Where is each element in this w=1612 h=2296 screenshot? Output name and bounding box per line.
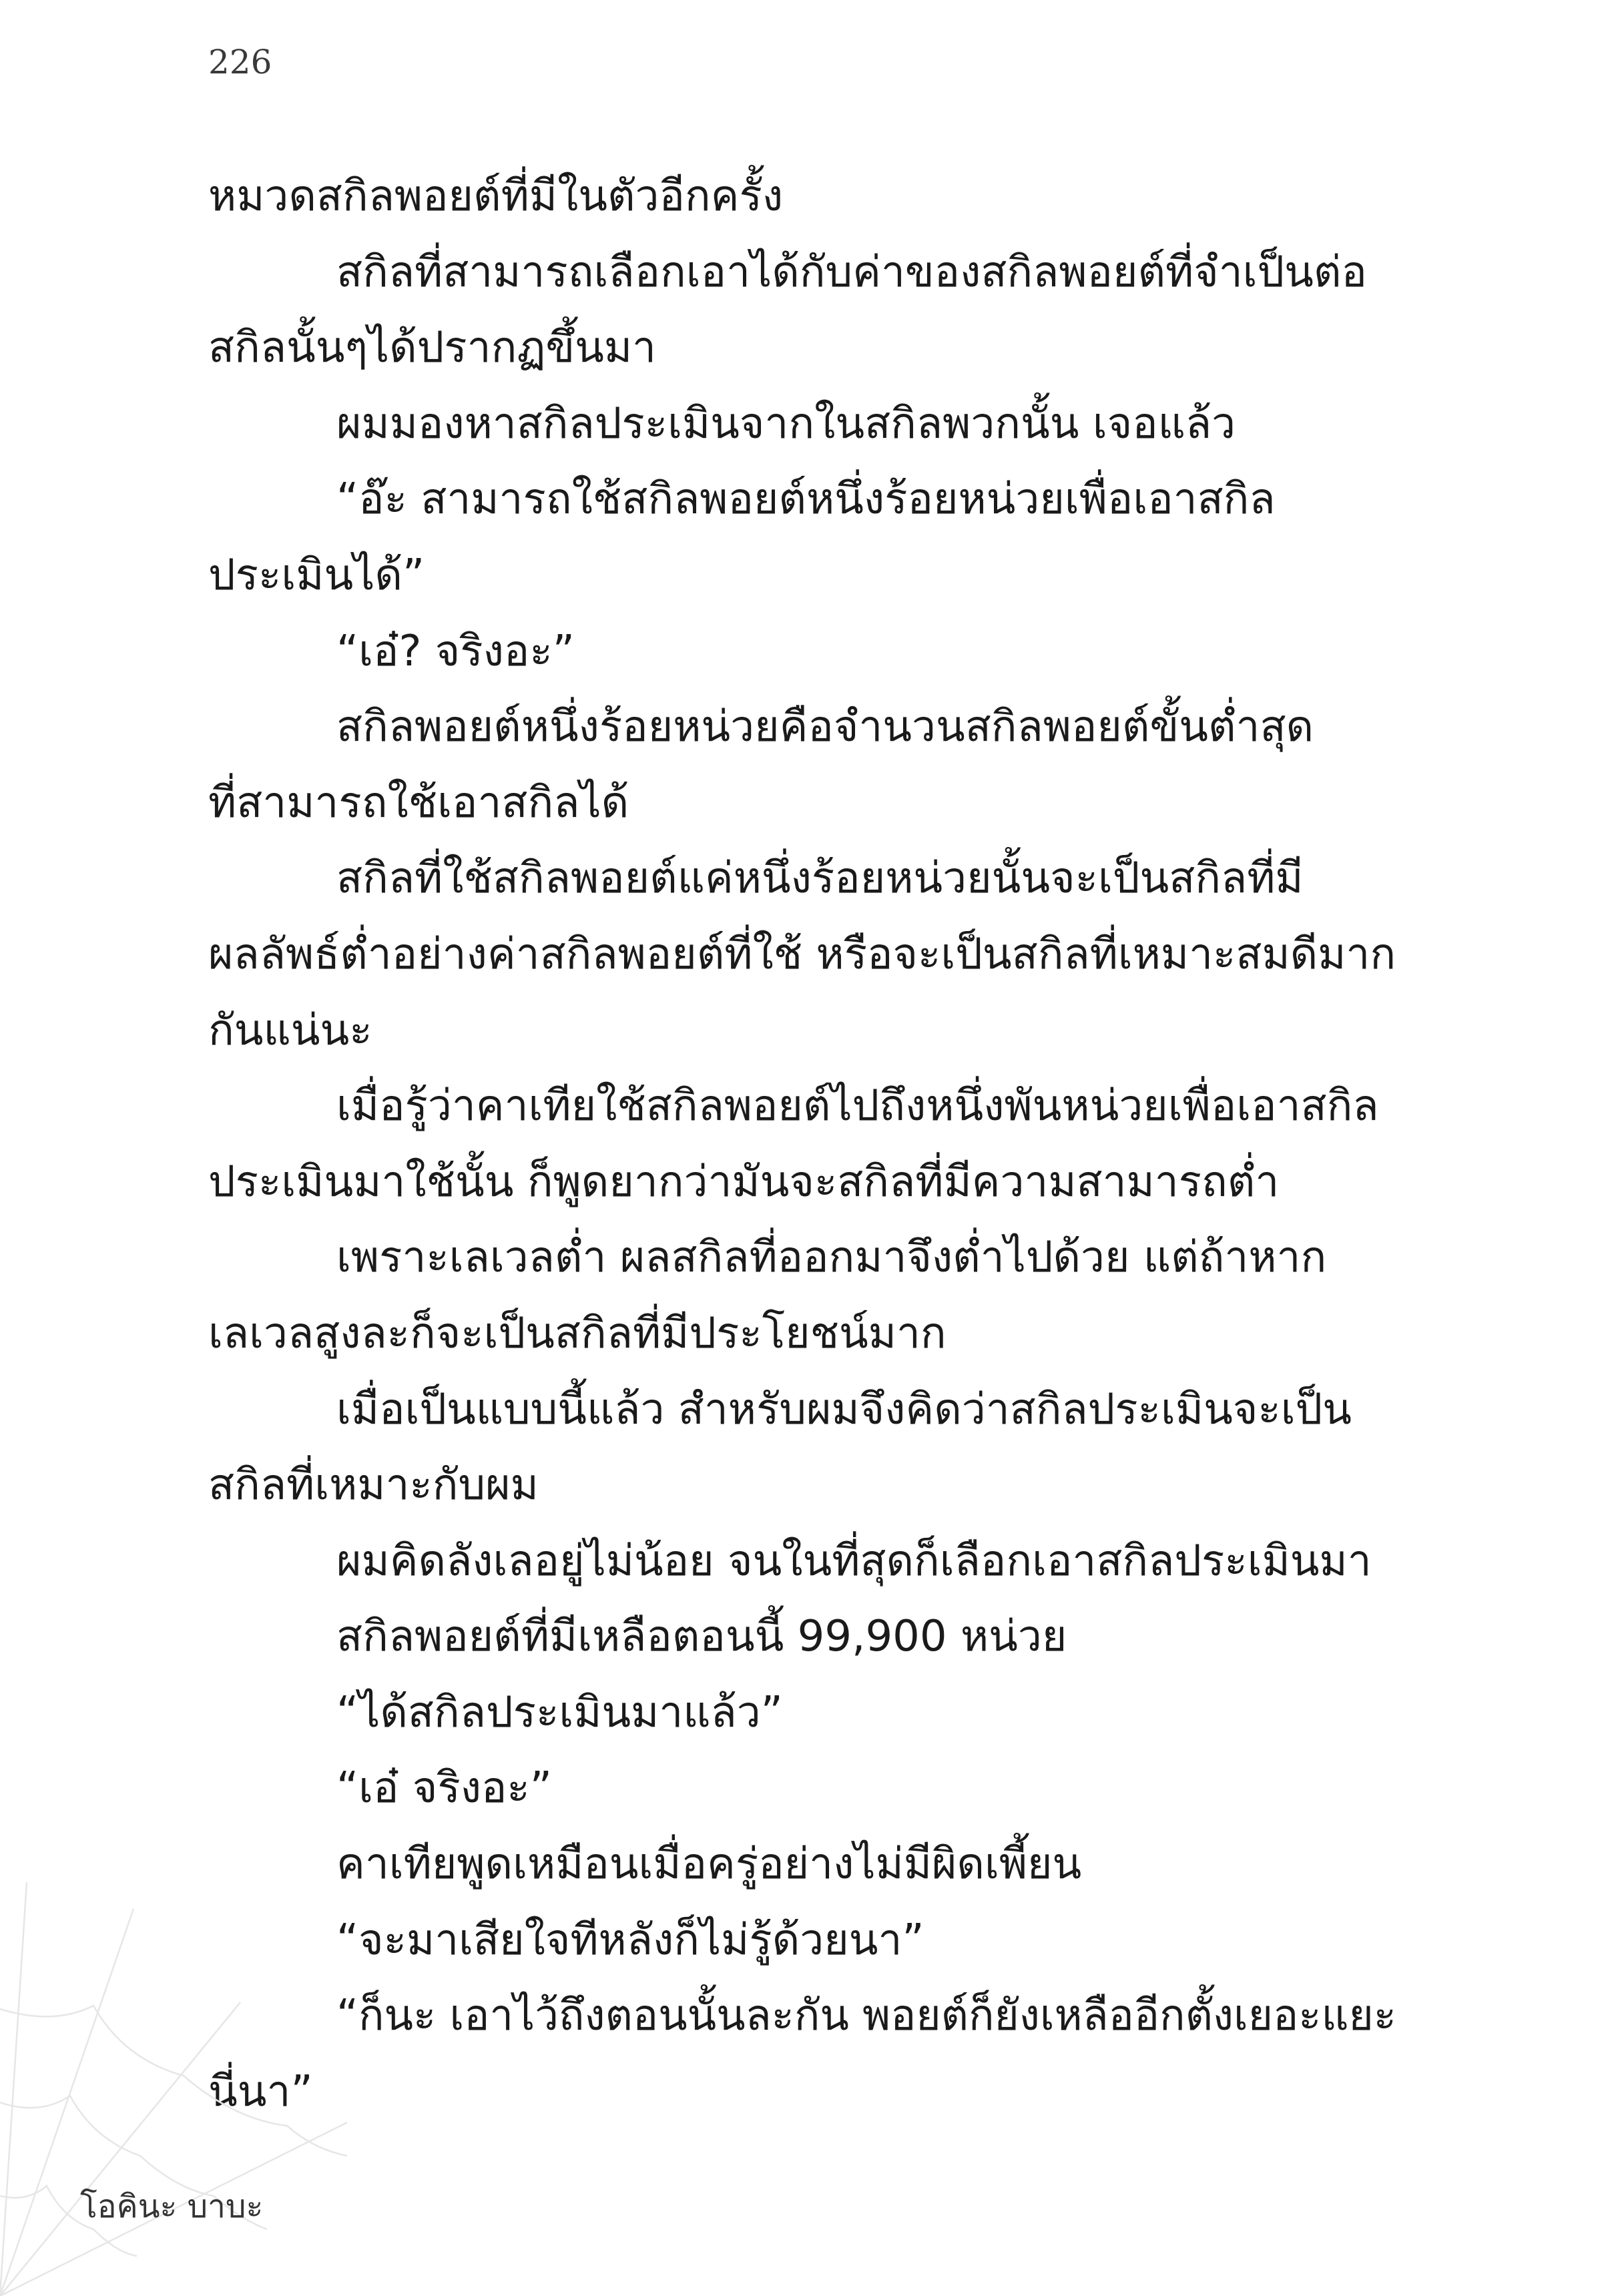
text-line: “ได้สกิลประเมินมาแล้ว” [336, 1687, 783, 1737]
body-text [208, 159, 1396, 2130]
text-line: สกิลพอยต์ที่มีเหลือตอนนี้ 99,900 หน่วย [336, 1612, 1067, 1662]
text-line: สกิลนั้นๆได้ปรากฏขึ้นมา [208, 323, 656, 373]
text-line: หมวดสกิลพอยต์ที่มีในตัวอีกครั้ง [208, 172, 784, 221]
text-line: ที่สามารถใช้เอาสกิลได้ [208, 778, 629, 828]
text-line: “อ๊ะ สามารถใช้สกิลพอยต์หนึ่งร้อยหน่วยเพื่อเอาสกิล [336, 475, 1276, 525]
text-line: ผมคิดลังเลอยู่ไม่น้อย จนในที่สุดก็เลือกเอาสกิลประเมินมา [336, 1536, 1372, 1586]
text-line: สกิลที่ใช้สกิลพอยต์แค่หนึ่งร้อยหน่วยนั้นจะเป็นสกิลที่มี [336, 854, 1304, 904]
text-line: ประเมินมาใช้นั้น ก็พูดยากว่ามันจะสกิลที่มีความสามารถต่ำ [208, 1157, 1280, 1207]
text-line: ประเมินได้” [208, 550, 425, 600]
spider-web-decoration [0, 1882, 347, 2296]
text-line: สกิลพอยต์หนึ่งร้อยหน่วยคือจำนวนสกิลพอยต์ขั้นต่ำสุด [336, 702, 1314, 752]
text-line: “เอ๋ จริงอะ” [336, 1763, 552, 1813]
text-line: เมื่อรู้ว่าคาเทียใช้สกิลพอยต์ไปถึงหนึ่งพันหน่วยเพื่อเอาสกิล [336, 1081, 1379, 1131]
text-line: เมื่อเป็นแบบนี้แล้ว สำหรับผมจึงคิดว่าสกิลประเมินจะเป็น [336, 1384, 1352, 1434]
text-line: นี่นา” [208, 2066, 313, 2116]
footer-author: โอคินะ บาบะ [80, 2188, 264, 2225]
text-line: “ก็นะ เอาไว้ถึงตอนนั้นละกัน พอยต์ก็ยังเหลืออีกตั้งเยอะแยะ [336, 1991, 1396, 2041]
text-line: “เอ๋? จริงอะ” [336, 626, 575, 676]
text-line: สกิลที่เหมาะกับผม [208, 1460, 539, 1510]
text-line: กันแน่นะ [208, 1005, 372, 1055]
text-line: สกิลที่สามารถเลือกเอาได้กับค่าของสกิลพอยต์ที่จำเป็นต่อ [336, 247, 1367, 297]
text-line: คาเทียพูดเหมือนเมื่อครู่อย่างไม่มีผิดเพี้ยน [336, 1839, 1082, 1890]
page-number: 226 [208, 43, 272, 81]
text-line: ผมมองหาสกิลประเมินจากในสกิลพวกนั้น เจอแล้ว [336, 398, 1236, 449]
text-line: เพราะเลเวลต่ำ ผลสกิลที่ออกมาจึงต่ำไปด้วย แต่ถ้าหาก [336, 1233, 1327, 1283]
text-line: เลเวลสูงละก็จะเป็นสกิลที่มีประโยชน์มาก [208, 1308, 947, 1358]
text-line: “จะมาเสียใจทีหลังก็ไม่รู้ด้วยนา” [336, 1915, 924, 1965]
text-line: ผลลัพธ์ต่ำอย่างค่าสกิลพอยต์ที่ใช้ หรือจะเป็นสกิลที่เหมาะสมดีมาก [208, 929, 1396, 979]
